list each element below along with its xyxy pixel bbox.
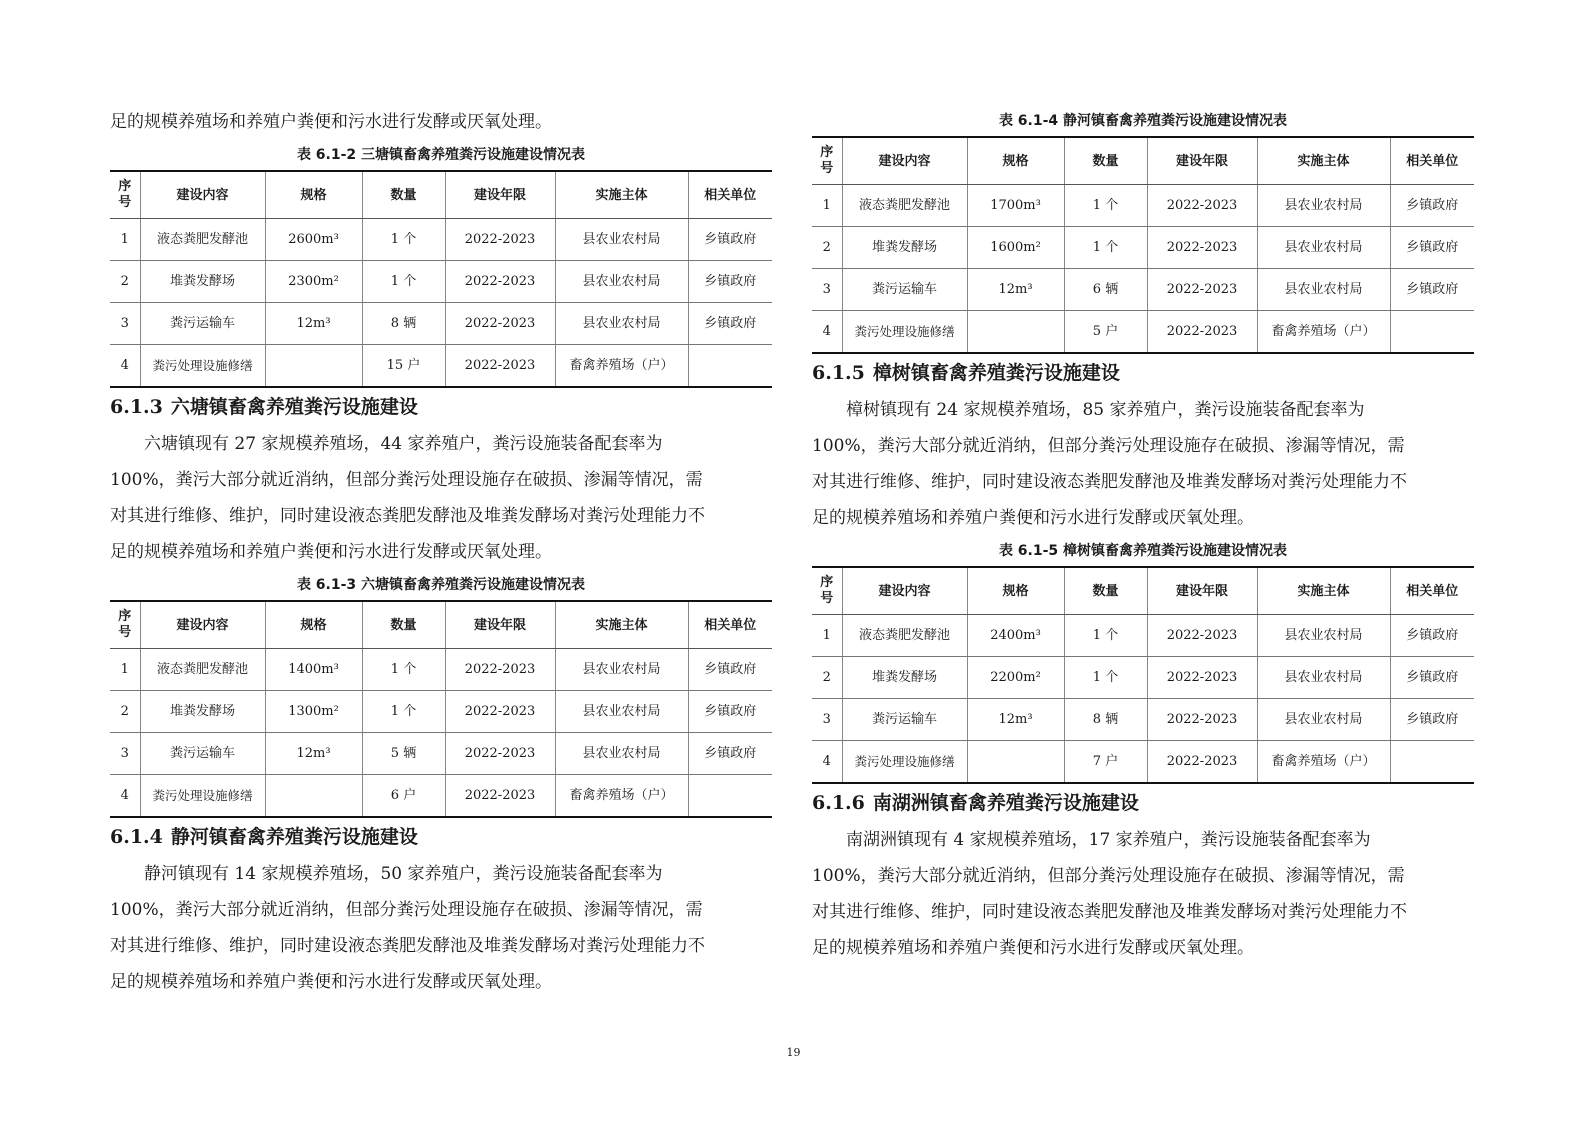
table-cell <box>265 345 362 388</box>
table-cell: 2 <box>812 657 842 699</box>
table-cell: 15 户 <box>362 345 445 388</box>
table-row <box>110 219 772 261</box>
body-paragraph: 六塘镇现有 27 家规模养殖场，44 家养殖户，粪污设施装备配套率为 <box>144 434 663 454</box>
table-cell: 2 <box>110 261 140 303</box>
table-cell: 乡镇政府 <box>688 649 772 691</box>
table-cell: 2 <box>812 227 842 269</box>
table-header-cell: 数量 <box>362 171 445 219</box>
table-cell: 粪污运输车 <box>842 699 967 741</box>
table-cell <box>967 311 1064 354</box>
table-cell: 县农业农村局 <box>555 261 688 303</box>
section-number: 6.1.4 <box>110 826 163 848</box>
section-heading <box>812 354 1474 392</box>
table-cell: 12m³ <box>967 699 1064 741</box>
table-caption: 表 6.1-4 静河镇畜禽养殖粪污设施建设情况表 <box>998 113 1288 129</box>
table-header-cell: 相关单位 <box>688 171 772 219</box>
table-row <box>812 615 1474 657</box>
table-cell: 县农业农村局 <box>1257 269 1390 311</box>
table-cell: 2022-2023 <box>445 261 555 303</box>
table-header-cell: 规格 <box>967 137 1064 185</box>
table-cell: 县农业农村局 <box>1257 227 1390 269</box>
table-cell: 2022-2023 <box>1147 227 1257 269</box>
table-row <box>812 185 1474 227</box>
body-paragraph: 足的规模养殖场和养殖户粪便和污水进行发酵或厌氧处理。 <box>110 112 552 132</box>
table-cell: 2022-2023 <box>445 649 555 691</box>
table-cell <box>688 775 772 818</box>
table-cell: 县农业农村局 <box>1257 185 1390 227</box>
section-heading <box>110 818 772 856</box>
table-header-cell: 建设内容 <box>842 137 967 185</box>
table-cell: 6 户 <box>362 775 445 818</box>
table-cell <box>688 345 772 388</box>
table-header-cell: 规格 <box>265 171 362 219</box>
table-cell: 堆粪发酵场 <box>140 261 265 303</box>
body-paragraph: 100%，粪污大部分就近消纳，但部分粪污处理设施存在破损、渗漏等情况，需 <box>110 470 703 490</box>
table-row <box>812 311 1474 354</box>
table-cell: 县农业农村局 <box>1257 615 1390 657</box>
table-header-cell: 规格 <box>265 601 362 649</box>
table-cell: 县农业农村局 <box>555 219 688 261</box>
table-cell: 2022-2023 <box>445 219 555 261</box>
table-caption: 表 6.1-2 三塘镇畜禽养殖粪污设施建设情况表 <box>296 147 586 163</box>
table-row <box>110 691 772 733</box>
table-cell: 液态粪肥发酵池 <box>842 615 967 657</box>
table-cell: 1 个 <box>362 261 445 303</box>
table-cell: 1 个 <box>362 219 445 261</box>
table-cell: 3 <box>812 269 842 311</box>
table-header-cell: 建设年限 <box>445 171 555 219</box>
table-row <box>110 261 772 303</box>
table-cell: 6 辆 <box>1064 269 1147 311</box>
table-cell: 堆粪发酵场 <box>842 227 967 269</box>
table-cell: 1 个 <box>362 691 445 733</box>
table-cell: 4 <box>812 741 842 784</box>
table-cell: 县农业农村局 <box>555 733 688 775</box>
table-header-cell: 数量 <box>362 601 445 649</box>
table-header-cell: 序号 <box>812 137 842 185</box>
table-cell: 2022-2023 <box>1147 657 1257 699</box>
table-header-cell: 实施主体 <box>1257 567 1390 615</box>
table-header-cell: 建设内容 <box>140 171 265 219</box>
table-cell: 粪污处理设施修缮 <box>140 775 265 818</box>
table-header-cell: 数量 <box>1064 567 1147 615</box>
table-cell: 粪污运输车 <box>140 303 265 345</box>
table-row <box>110 345 772 388</box>
table-cell: 4 <box>812 311 842 354</box>
body-paragraph: 足的规模养殖场和养殖户粪便和污水进行发酵或厌氧处理。 <box>812 938 1254 958</box>
table-cell <box>967 741 1064 784</box>
table-header-row <box>110 171 772 219</box>
table-cell: 1 个 <box>362 649 445 691</box>
body-paragraph: 南湖洲镇现有 4 家规模养殖场，17 家养殖户，粪污设施装备配套率为 <box>846 830 1371 850</box>
table-cell: 1400m³ <box>265 649 362 691</box>
table-cell <box>1390 741 1474 784</box>
facility-table <box>110 170 772 388</box>
section-number: 6.1.5 <box>812 362 865 384</box>
table-cell: 粪污运输车 <box>140 733 265 775</box>
section-title: 樟树镇畜禽养殖粪污设施建设 <box>872 362 1120 384</box>
table-header-cell: 数量 <box>1064 137 1147 185</box>
table-cell: 2300m² <box>265 261 362 303</box>
table-cell: 2022-2023 <box>1147 615 1257 657</box>
table-cell: 堆粪发酵场 <box>842 657 967 699</box>
table-cell: 2022-2023 <box>445 733 555 775</box>
table-cell: 5 辆 <box>362 733 445 775</box>
table-cell: 8 辆 <box>1064 699 1147 741</box>
table-header-cell: 建设年限 <box>445 601 555 649</box>
table-cell: 7 户 <box>1064 741 1147 784</box>
body-paragraph: 对其进行维修、维护，同时建设液态粪肥发酵池及堆粪发酵场对粪污处理能力不 <box>110 506 705 526</box>
table-header-cell: 规格 <box>967 567 1064 615</box>
body-paragraph: 樟树镇现有 24 家规模养殖场，85 家养殖户，粪污设施装备配套率为 <box>846 400 1365 420</box>
table-header-row <box>110 601 772 649</box>
table-row <box>812 699 1474 741</box>
table-cell: 乡镇政府 <box>688 303 772 345</box>
table-cell <box>1390 311 1474 354</box>
table-cell: 1600m² <box>967 227 1064 269</box>
body-paragraph: 100%，粪污大部分就近消纳，但部分粪污处理设施存在破损、渗漏等情况，需 <box>110 900 703 920</box>
table-cell: 液态粪肥发酵池 <box>842 185 967 227</box>
table-cell: 2600m³ <box>265 219 362 261</box>
section-number: 6.1.6 <box>812 792 865 814</box>
table-cell: 液态粪肥发酵池 <box>140 649 265 691</box>
table-cell: 12m³ <box>265 303 362 345</box>
table-header-cell: 建设年限 <box>1147 567 1257 615</box>
table-header-cell: 序号 <box>812 567 842 615</box>
table-cell: 1 个 <box>1064 185 1147 227</box>
table-cell: 县农业农村局 <box>555 303 688 345</box>
table-cell: 1 个 <box>1064 615 1147 657</box>
table-cell: 1 <box>110 649 140 691</box>
table-header-row <box>812 137 1474 185</box>
table-caption: 表 6.1-3 六塘镇畜禽养殖粪污设施建设情况表 <box>296 577 586 593</box>
table-cell: 乡镇政府 <box>688 733 772 775</box>
table-cell: 粪污处理设施修缮 <box>842 741 967 784</box>
left-column <box>110 104 772 1000</box>
section-number: 6.1.3 <box>110 396 163 418</box>
table-header-cell: 序号 <box>110 601 140 649</box>
table-cell: 县农业农村局 <box>1257 699 1390 741</box>
body-paragraph: 对其进行维修、维护，同时建设液态粪肥发酵池及堆粪发酵场对粪污处理能力不 <box>110 936 705 956</box>
table-cell: 乡镇政府 <box>688 219 772 261</box>
table-cell: 堆粪发酵场 <box>140 691 265 733</box>
table-cell: 2022-2023 <box>1147 741 1257 784</box>
table-cell: 2 <box>110 691 140 733</box>
table-cell: 4 <box>110 345 140 388</box>
table-header-cell: 相关单位 <box>688 601 772 649</box>
table-header-cell: 实施主体 <box>1257 137 1390 185</box>
table-cell: 3 <box>110 303 140 345</box>
table-row <box>812 227 1474 269</box>
table-row <box>110 649 772 691</box>
table-header-cell: 建设内容 <box>842 567 967 615</box>
table-cell: 乡镇政府 <box>1390 185 1474 227</box>
table-header-row <box>812 567 1474 615</box>
table-cell: 乡镇政府 <box>1390 699 1474 741</box>
table-cell: 2022-2023 <box>1147 185 1257 227</box>
table-cell: 粪污处理设施修缮 <box>842 311 967 354</box>
table-row <box>812 657 1474 699</box>
body-paragraph: 对其进行维修、维护，同时建设液态粪肥发酵池及堆粪发酵场对粪污处理能力不 <box>812 902 1407 922</box>
table-cell: 粪污处理设施修缮 <box>140 345 265 388</box>
table-header-cell: 相关单位 <box>1390 567 1474 615</box>
table-header-cell: 建设年限 <box>1147 137 1257 185</box>
table-header-cell: 相关单位 <box>1390 137 1474 185</box>
table-cell: 液态粪肥发酵池 <box>140 219 265 261</box>
body-paragraph: 静河镇现有 14 家规模养殖场，50 家养殖户，粪污设施装备配套率为 <box>144 864 663 884</box>
table-cell: 2400m³ <box>967 615 1064 657</box>
section-title: 南湖洲镇畜禽养殖粪污设施建设 <box>872 792 1139 814</box>
table-cell: 2022-2023 <box>445 345 555 388</box>
body-paragraph: 100%，粪污大部分就近消纳，但部分粪污处理设施存在破损、渗漏等情况，需 <box>812 436 1405 456</box>
table-header-cell: 实施主体 <box>555 171 688 219</box>
section-title: 六塘镇畜禽养殖粪污设施建设 <box>170 396 418 418</box>
table-cell: 2022-2023 <box>1147 311 1257 354</box>
page-number: 19 <box>786 1046 801 1059</box>
table-cell: 乡镇政府 <box>688 691 772 733</box>
table-row <box>110 733 772 775</box>
table-cell: 1 <box>812 615 842 657</box>
table-cell: 畜禽养殖场（户） <box>1257 311 1390 354</box>
table-row <box>110 775 772 818</box>
table-header-cell: 序号 <box>110 171 140 219</box>
table-cell: 2022-2023 <box>445 303 555 345</box>
section-heading <box>110 388 772 426</box>
table-cell: 3 <box>812 699 842 741</box>
body-paragraph: 足的规模养殖场和养殖户粪便和污水进行发酵或厌氧处理。 <box>110 542 552 562</box>
section-title: 静河镇畜禽养殖粪污设施建设 <box>170 826 418 848</box>
table-cell: 县农业农村局 <box>555 649 688 691</box>
table-row <box>812 269 1474 311</box>
table-cell: 1 <box>812 185 842 227</box>
table-row <box>812 741 1474 784</box>
body-paragraph: 100%，粪污大部分就近消纳，但部分粪污处理设施存在破损、渗漏等情况，需 <box>812 866 1405 886</box>
table-cell: 乡镇政府 <box>1390 269 1474 311</box>
table-cell: 1 <box>110 219 140 261</box>
body-paragraph: 对其进行维修、维护，同时建设液态粪肥发酵池及堆粪发酵场对粪污处理能力不 <box>812 472 1407 492</box>
table-cell <box>265 775 362 818</box>
table-cell: 乡镇政府 <box>1390 227 1474 269</box>
table-cell: 5 户 <box>1064 311 1147 354</box>
table-cell: 粪污运输车 <box>842 269 967 311</box>
facility-table <box>110 600 772 818</box>
table-cell: 8 辆 <box>362 303 445 345</box>
table-cell: 4 <box>110 775 140 818</box>
table-cell: 3 <box>110 733 140 775</box>
table-cell: 2022-2023 <box>445 691 555 733</box>
table-cell: 畜禽养殖场（户） <box>555 345 688 388</box>
table-cell: 1 个 <box>1064 227 1147 269</box>
table-cell: 县农业农村局 <box>1257 657 1390 699</box>
table-cell: 12m³ <box>967 269 1064 311</box>
table-cell: 县农业农村局 <box>555 691 688 733</box>
section-heading <box>812 784 1474 822</box>
table-header-cell: 实施主体 <box>555 601 688 649</box>
table-cell: 12m³ <box>265 733 362 775</box>
body-paragraph: 足的规模养殖场和养殖户粪便和污水进行发酵或厌氧处理。 <box>812 508 1254 528</box>
table-cell: 2200m² <box>967 657 1064 699</box>
table-caption: 表 6.1-5 樟树镇畜禽养殖粪污设施建设情况表 <box>998 543 1288 559</box>
table-cell: 1 个 <box>1064 657 1147 699</box>
table-cell: 乡镇政府 <box>688 261 772 303</box>
table-cell: 乡镇政府 <box>1390 615 1474 657</box>
table-cell: 畜禽养殖场（户） <box>1257 741 1390 784</box>
table-row <box>110 303 772 345</box>
facility-table <box>812 566 1474 784</box>
table-cell: 1700m³ <box>967 185 1064 227</box>
table-cell: 2022-2023 <box>1147 699 1257 741</box>
table-cell: 畜禽养殖场（户） <box>555 775 688 818</box>
body-paragraph: 足的规模养殖场和养殖户粪便和污水进行发酵或厌氧处理。 <box>110 972 552 992</box>
table-cell: 乡镇政府 <box>1390 657 1474 699</box>
table-header-cell: 建设内容 <box>140 601 265 649</box>
facility-table <box>812 136 1474 354</box>
table-cell: 2022-2023 <box>445 775 555 818</box>
right-column <box>812 106 1474 966</box>
table-cell: 1300m² <box>265 691 362 733</box>
table-cell: 2022-2023 <box>1147 269 1257 311</box>
